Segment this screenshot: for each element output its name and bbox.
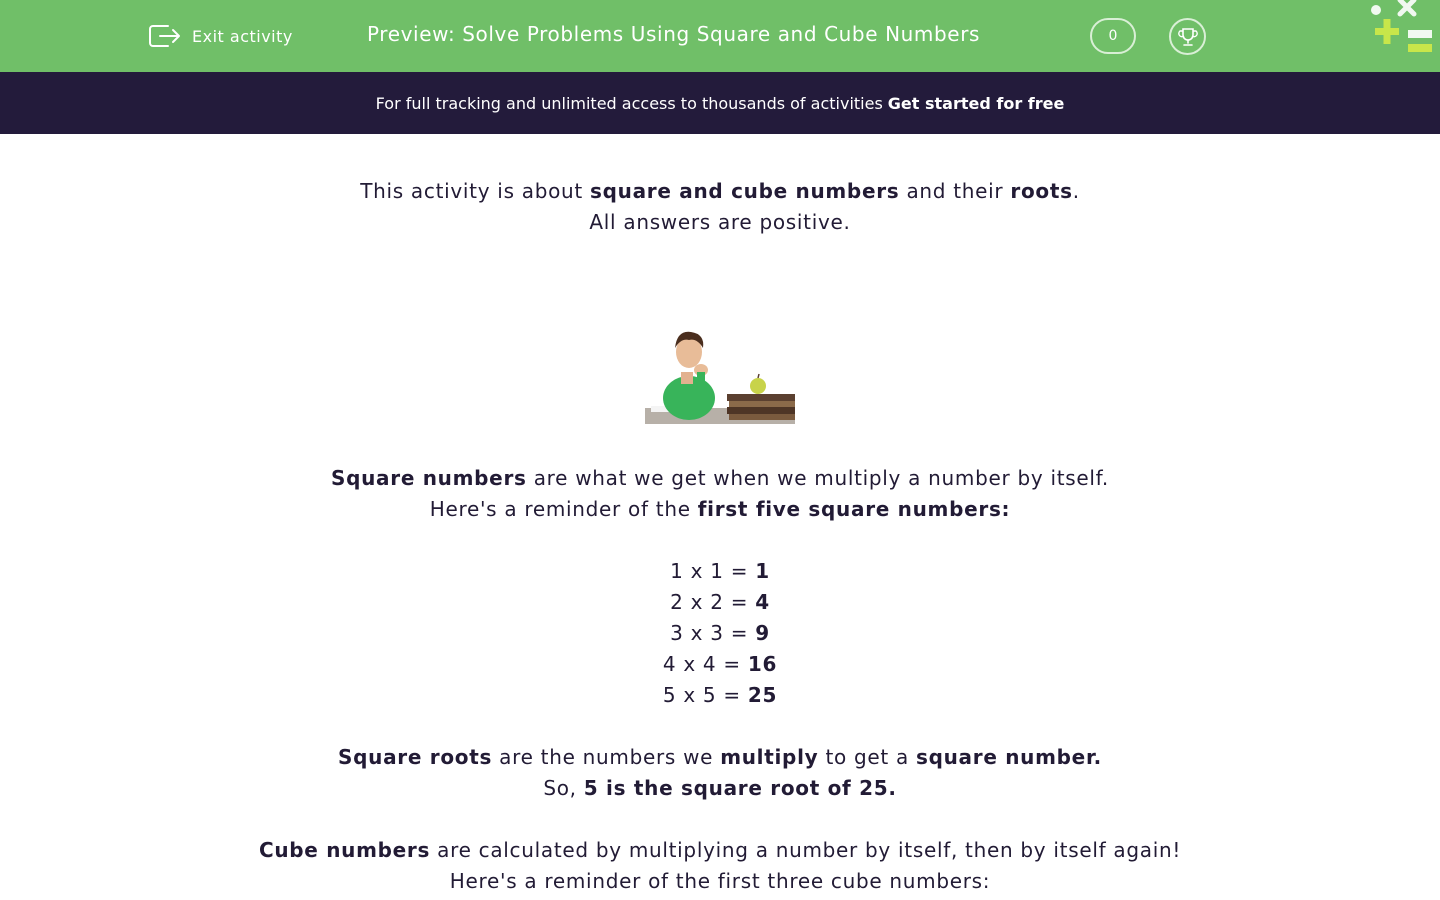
square-result: 1: [755, 559, 770, 583]
intro-emphasis: square and cube numbers: [590, 179, 900, 203]
roots-text: So,: [543, 776, 577, 800]
roots-emphasis: square number.: [916, 745, 1102, 769]
square-result: 9: [755, 621, 770, 645]
roots-text: to get a: [825, 745, 909, 769]
square-result: 4: [755, 590, 770, 614]
square-expression: 4 x 4 =: [662, 652, 741, 676]
roots-line-1: [0, 742, 1440, 773]
squares-text: are what we get when we multiply a number by itself.: [533, 466, 1109, 490]
cubes-line-2: Here's a reminder of the first three cube numbers:: [449, 869, 991, 893]
top-header: [0, 0, 1440, 72]
square-row: [0, 680, 1440, 711]
activity-content: [0, 176, 1440, 897]
cubes-text: are calculated by multiplying a number by itself, then by itself again!: [437, 838, 1182, 862]
roots-text: are the numbers we: [499, 745, 714, 769]
squares-line-2: [0, 494, 1440, 525]
intro-line-1: [0, 176, 1440, 207]
intro-text: This activity is about: [360, 179, 583, 203]
score-counter: 0: [1090, 18, 1136, 54]
roots-emphasis: multiply: [720, 745, 819, 769]
roots-emphasis: 5 is the square root of 25.: [583, 776, 897, 800]
square-row: [0, 556, 1440, 587]
term-cube-numbers: Cube numbers: [258, 838, 431, 862]
square-expression: 3 x 3 =: [670, 621, 749, 645]
square-expression: 2 x 2 =: [670, 590, 749, 614]
intro-emphasis: roots: [1010, 179, 1073, 203]
squares-text: Here's a reminder of the: [429, 497, 691, 521]
intro-punctuation: .: [1072, 179, 1080, 203]
exit-activity-button[interactable]: [148, 20, 293, 52]
roots-line-2: [0, 773, 1440, 804]
square-result: 25: [747, 683, 778, 707]
term-square-roots: Square roots: [338, 745, 493, 769]
get-started-link[interactable]: Get started for free: [887, 93, 1065, 113]
square-row: [0, 649, 1440, 680]
square-row: [0, 618, 1440, 649]
term-square-numbers: Square numbers: [331, 466, 527, 490]
exit-icon: [148, 22, 182, 50]
maths-symbols-logo: [1368, 0, 1440, 56]
square-result: 16: [747, 652, 778, 676]
page-title: Preview: Solve Problems Using Square and Cube Numbers: [367, 22, 981, 46]
square-expression: 5 x 5 =: [662, 683, 741, 707]
squares-line-1: [0, 463, 1440, 494]
intro-line-2: All answers are positive.: [589, 210, 851, 234]
squares-emphasis: first five square numbers:: [697, 497, 1011, 521]
trophy-button[interactable]: [1169, 18, 1206, 55]
intro-text: and their: [906, 179, 1004, 203]
square-row: [0, 587, 1440, 618]
signup-banner: [0, 72, 1440, 134]
exit-activity-label: Exit activity: [192, 26, 293, 46]
square-expression: 1 x 1 =: [670, 559, 749, 583]
trophy-icon: [1177, 26, 1199, 48]
cubes-line-1: [0, 835, 1440, 866]
thinking-boy-illustration: [645, 328, 795, 424]
banner-text: For full tracking and unlimited access to thousands of activities: [375, 93, 883, 113]
